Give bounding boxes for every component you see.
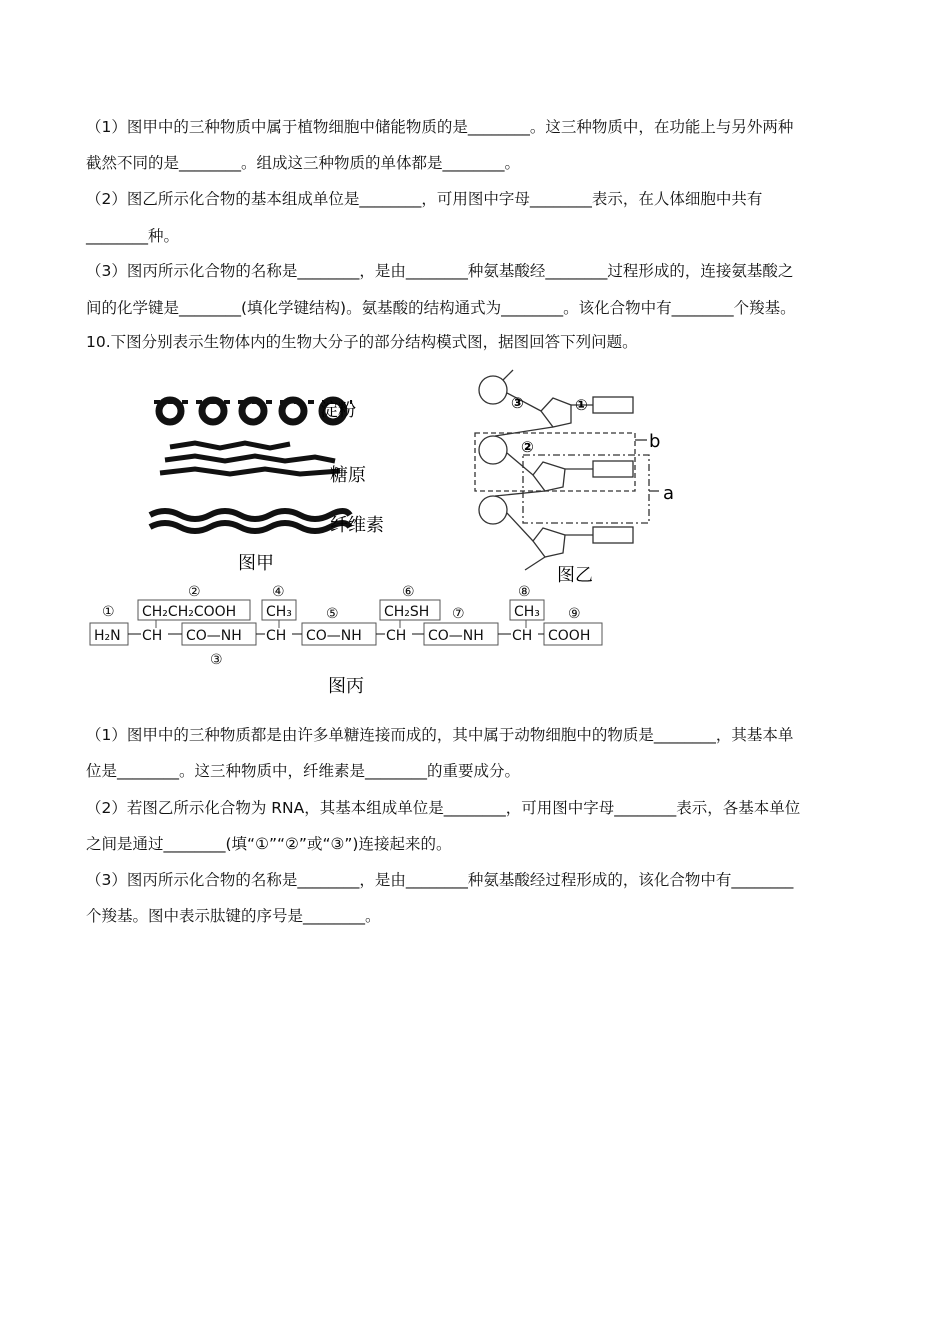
pentose-3 [533,528,565,557]
q9-line-5: （3）图丙所示化合物的名称是________，是由________种氨基酸经________过程形成的，连接氨基酸之 [86,262,794,280]
num-9: ⑨ [568,606,581,622]
group-cooh: COOH [548,628,591,644]
base-box-1 [593,397,633,413]
group-r1: CH₂CH₂COOH [142,604,237,620]
glycogen-chain [160,443,340,474]
q9-line-2: 截然不同的是________。组成这三种物质的单体都是________。 [86,154,521,172]
label-b: b [649,431,661,452]
num-3: ③ [210,652,223,668]
base-box-2 [593,461,633,477]
q10-line-1: （1）图甲中的三种物质都是由许多单糖连接而成的，其中属于动物细胞中的物质是________，其基本单 [86,726,794,744]
phosphate-2 [479,436,507,464]
num-2: ② [188,584,201,600]
pentose-1 [541,398,571,427]
figure-jia [140,385,400,585]
group-peptide-2: CO—NH [306,628,362,644]
q10-title: 10.下图分别表示生物体内的生物大分子的部分结构模式图，据图回答下列问题。 [86,333,638,351]
num-4: ④ [272,584,285,600]
q10-line-3: （2）若图乙所示化合物为 RNA，其基本组成单位是________，可用图中字母________表示，各基本单位 [86,799,801,817]
num-5: ⑤ [326,606,339,622]
marker-1: ① [575,396,588,414]
group-r3: CH₂SH [384,604,430,620]
starch-label: 淀粉 [320,400,356,421]
num-6: ⑥ [402,584,415,600]
group-r2: CH₃ [266,604,292,620]
num-7: ⑦ [452,606,465,622]
num-1: ① [102,604,115,620]
q10-line-2: 位是________。这三种物质中，纤维素是________的重要成分。 [86,762,521,780]
cellulose-chain [150,511,350,531]
alpha-carbon-2: CH [266,628,287,644]
phosphate-3 [479,496,507,524]
marker-2: ② [521,438,534,456]
group-peptide-1: CO—NH [186,628,242,644]
q10-line-5: （3）图丙所示化合物的名称是________，是由________种氨基酸经过程形成的，该化合物中有________ [86,871,794,889]
group-peptide-3: CO—NH [428,628,484,644]
q10-line-6: 个羧基。图中表示肽键的序号是________。 [86,907,381,925]
q9-line-1: （1）图甲中的三种物质中属于植物细胞中储能物质的是________。这三种物质中，在功能上与另外两种 [86,118,794,136]
figure-jia-caption: 图甲 [238,553,274,574]
cellulose-label: 纤维素 [330,515,384,536]
marker-3: ③ [511,394,524,412]
glycogen-label: 糖原 [330,465,366,486]
figure-bing-caption: 图丙 [328,676,364,697]
figure-yi-caption: 图乙 [557,565,593,586]
q9-line-4: ________种。 [86,227,180,245]
phosphate-1 [479,376,507,404]
group-h2n: H₂N [94,628,121,644]
label-a: a [663,483,675,504]
alpha-carbon-1: CH [142,628,163,644]
base-box-3 [593,527,633,543]
figure-yi [465,365,705,590]
bracket-a [523,455,649,523]
figure-bing [86,580,616,700]
group-r4: CH₃ [514,604,540,620]
alpha-carbon-4: CH [512,628,533,644]
num-8: ⑧ [518,584,531,600]
q9-line-3: （2）图乙所示化合物的基本组成单位是________，可用图中字母________表示，在人体细胞中共有 [86,190,763,208]
q10-line-4: 之间是通过________(填“①”“②”或“③”)连接起来的。 [86,835,452,853]
pentose-2 [533,462,565,491]
alpha-carbon-3: CH [386,628,407,644]
q9-line-6: 间的化学键是________(填化学键结构)。氨基酸的结构通式为________。该化合物中有________个羧基。 [86,299,796,317]
